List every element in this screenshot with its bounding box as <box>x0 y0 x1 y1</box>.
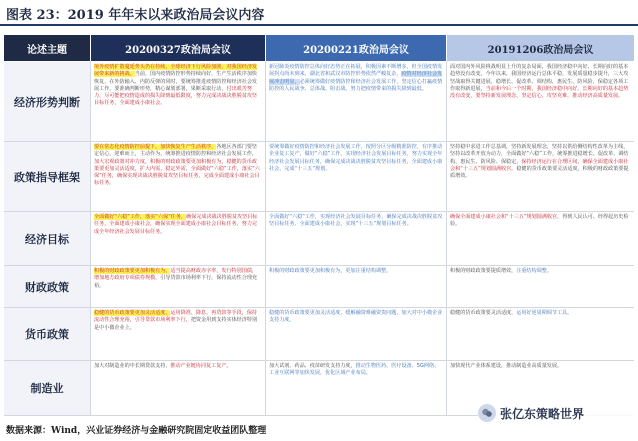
cell-text: 积极的财政政策要更加积极有为， <box>94 268 171 274</box>
table-cell <box>447 62 634 141</box>
cell-text: 要准确判断形势，精心谋划部署，果断采取行动， <box>114 85 227 92</box>
cell-text: 确保实现决战决胜脱贫攻坚目标任务，完成全面建成小康社会目标任务。 <box>94 173 260 187</box>
cell-text: 要在常态化疫情防控前提下，加快恢复生产生活秩序， <box>94 144 217 150</box>
row-label: 经济目标 <box>4 212 90 265</box>
cell-text: 注重结构调整。 <box>516 268 552 274</box>
table-cell <box>447 212 634 265</box>
cell-text: 今年以来，我国经济运行总体平稳，发展质量稳步提升，三大攻坚战取得关键进展， <box>450 71 629 85</box>
cell-text: 确保全面建成小康社会和“十三五”规划圆满收官， <box>450 214 563 220</box>
cell-text: 得到人民认可、经得起历史检验。 <box>450 214 629 228</box>
cell-text: 引导贷款市场利率下行，保持流动性合理充裕。 <box>94 275 258 289</box>
cell-text: 稳健的货币政策要更加灵活适度， <box>269 310 346 316</box>
cell-text: 境外疫情扩散蔓延势头仍在持续，全球经济下行风险加剧，对我国经济发展带来新的挑战。 <box>94 64 258 78</box>
header-col-20191206: 20191206政治局会议 <box>447 35 634 61</box>
cell-text: 确保完成决战决胜脱贫攻坚目标任务，全面建成小康社会， <box>269 214 443 228</box>
cell-text: 新冠肺炎疫情防控总体向好态势正在拓展，积极因素不断增多，但全国疫情发展拐点尚未到来，湖北省和武汉市防控形势依然严峻复杂， <box>269 64 443 78</box>
table-cell <box>266 361 446 415</box>
header-topic: 论述主题 <box>4 35 90 61</box>
cell-text: 确保完成决战决胜脱贫攻坚目标任务，全面建成小康社会， <box>94 214 258 228</box>
data-source: 数据来源：Wind，兴业证券经济与金融研究院固定收益团队整理 <box>6 426 267 436</box>
table-cell <box>91 142 265 211</box>
watermark <box>478 402 634 424</box>
cell-text: 稳增长、促改革、调结构、惠民生、防风险、保稳定各项工作取得新进展， <box>450 78 629 92</box>
column-divider <box>446 61 447 415</box>
cell-text: 更加注重结构调整， <box>345 268 392 274</box>
table-cell <box>266 142 446 211</box>
cell-text: 实现“十三五”规划目标任务。 <box>345 221 412 228</box>
table-cell <box>91 212 265 265</box>
cell-text: 加大试剂、药品、疫苗研发支持力度， <box>269 363 356 369</box>
table-cell <box>447 266 634 307</box>
row-label: 货币政策 <box>4 308 90 360</box>
wechat-logo-icon <box>478 404 496 422</box>
table-cell <box>266 212 446 265</box>
policy-table <box>4 35 634 415</box>
column-divider <box>90 61 91 415</box>
cell-text: 确保实现全面建成小康社会目标任务，努力完成全年经济社会发展目标任务。 <box>94 221 258 235</box>
cell-text: 加大对制造业的中长期贷款支持， <box>94 363 171 369</box>
cell-text: 坚持稳中求进工作总基调，坚持新发展理念，坚持以供给侧结构性改革为主线，坚持以改革开放为动力， <box>450 144 629 158</box>
table-cell <box>447 308 634 360</box>
cell-text: 当前，国内疫情防控形势持续向好，生产生活秩序加快恢复，在外防输入、内防反弹的同时，要统筹推进疫情防控和经济社会发展工作。 <box>94 71 258 92</box>
header-col-20200327: 20200327政治局会议 <box>91 35 265 61</box>
cell-text: 适当提高财政赤字率，发行特别国债，增加地方政府专项债券规模， <box>94 268 258 282</box>
table-cell <box>91 308 265 360</box>
cell-text: 加大宏观政策对冲力度，积极的财政政策要更加积极有为，稳健的货币政策要更加灵活适度， <box>94 158 258 172</box>
row-label: 经济形势判断 <box>4 62 90 141</box>
cell-text: 运用降准、降息、再贷款等手段，保持流动性合理充裕， <box>94 310 258 324</box>
cell-text: 引导贷款市场利率下行， <box>134 317 191 324</box>
cell-text: 优化区域产业布局。 <box>325 370 371 377</box>
cell-text: 当前和今后一个时期，我国经济稳中向好、长期向好的基本趋势没有改变，要坚持新发展理念，坚定信心，攻坚克难，推动经济高质量发展。 <box>450 85 629 100</box>
row-label: 财政政策 <box>4 266 90 307</box>
cell-text: 必须统筹做好疫情防控和经济社会发展工作， <box>299 78 402 85</box>
cell-text: 要统筹做好疫情防控和经济社会发展工作，按照分区分级精准防控，有序推动企业复工复产， <box>269 144 443 158</box>
cell-text: 坚定信心打赢疫情防控的人民战争、总体战、阻击战，努力把疫情带来的损失降到最低。 <box>269 78 443 92</box>
cell-text: 稳健的货币政策要灵活适度， <box>450 310 517 316</box>
cell-text: 做好“六稳”工作，实现经济社会发展目标任务， <box>304 151 412 158</box>
row-label: 政策指导框架 <box>4 142 90 211</box>
figure-title: 图表 23：2019 年年末以来政治局会议内容 <box>6 8 265 23</box>
cell-text: 积极的财政政策要提质增效， <box>450 268 517 274</box>
cell-text: 积极的财政政策要更加积极有为， <box>269 268 346 274</box>
cell-text: 疫情对经济社会发展冲击明显， <box>269 71 443 85</box>
cell-text: 稳健的货币政策要灵活适度，积极的财政政策要提质增效。 <box>450 165 629 180</box>
cell-text: 加快现代产业体系建设， <box>450 363 507 369</box>
table-cell <box>91 62 265 141</box>
cell-text: 全面做好“六稳”工作，实现经济社会发展目标任务， <box>269 214 387 220</box>
cell-text: 努力实现全年经济社会发展目标任务，确保完成决战决胜脱贫攻坚目标任务，全面建成小康社会， <box>269 151 443 172</box>
cell-text: 稳健的货币政策要更加灵活适度， <box>94 310 171 316</box>
title-bar <box>0 0 638 26</box>
header-col-20200221: 20200221政治局会议 <box>266 35 446 61</box>
cell-text: 确保全面建成小康社会和“十三五”规划圆满收官。 <box>450 158 629 172</box>
cell-text: 全面做好“六稳”工作，落实“六保”任务， <box>94 214 187 220</box>
cell-text: 推动生物医药、医疗设备、5G网络、工业互联网等加快发展， <box>269 363 440 377</box>
table-cell <box>266 62 446 141</box>
cell-text: 全面做好“六稳”工作，统筹推进稳增长、促改革、调结构、惠民生、防风险、保稳定， <box>450 151 629 165</box>
cell-text: 缓解融资难融资贵问题， <box>345 310 402 316</box>
table-cell <box>91 361 265 415</box>
table-cell <box>266 308 446 360</box>
cell-text: 付出艰苦努力，尽可能把疫情造成的损失降到最低限度，努力完成决战决胜脱贫攻坚目标任务，全面建成小康社会。 <box>94 85 258 107</box>
table-cell <box>91 266 265 307</box>
cell-text: 保持经济运行在合理区间， <box>521 158 583 165</box>
cell-text: 把资金用到支持实体经济特别是中小微企业上。 <box>94 317 258 331</box>
watermark-text: 张亿东策略世界 <box>500 406 585 421</box>
column-divider <box>265 61 266 415</box>
cell-text: 扩大内需，稳定外需，全面做好“六稳”工作，落实“六保”任务， <box>94 165 260 180</box>
cell-text: 完成“十三五”规划。 <box>284 165 331 172</box>
cell-text: 加大对中小微企业支持力度。 <box>269 310 443 324</box>
cell-text: 各地区各部门要坚定信心，迎难而上，主动作为，统筹推进疫情防控和经济社会发展工作， <box>94 144 258 158</box>
cell-text: 推动产业链协同复工复产。 <box>170 363 232 369</box>
cell-text: 面对国内外风险挑战明显上升的复杂局面，我国经济稳中向好、长期向好的基本趋势没有改变。 <box>450 64 629 78</box>
cell-text: 运用好逆周期调节工具。 <box>516 310 573 316</box>
table-cell <box>266 266 446 307</box>
table-cell <box>447 142 634 211</box>
row-label: 制造业 <box>4 361 90 415</box>
cell-text: 推动制造业高质量发展。 <box>506 363 563 369</box>
